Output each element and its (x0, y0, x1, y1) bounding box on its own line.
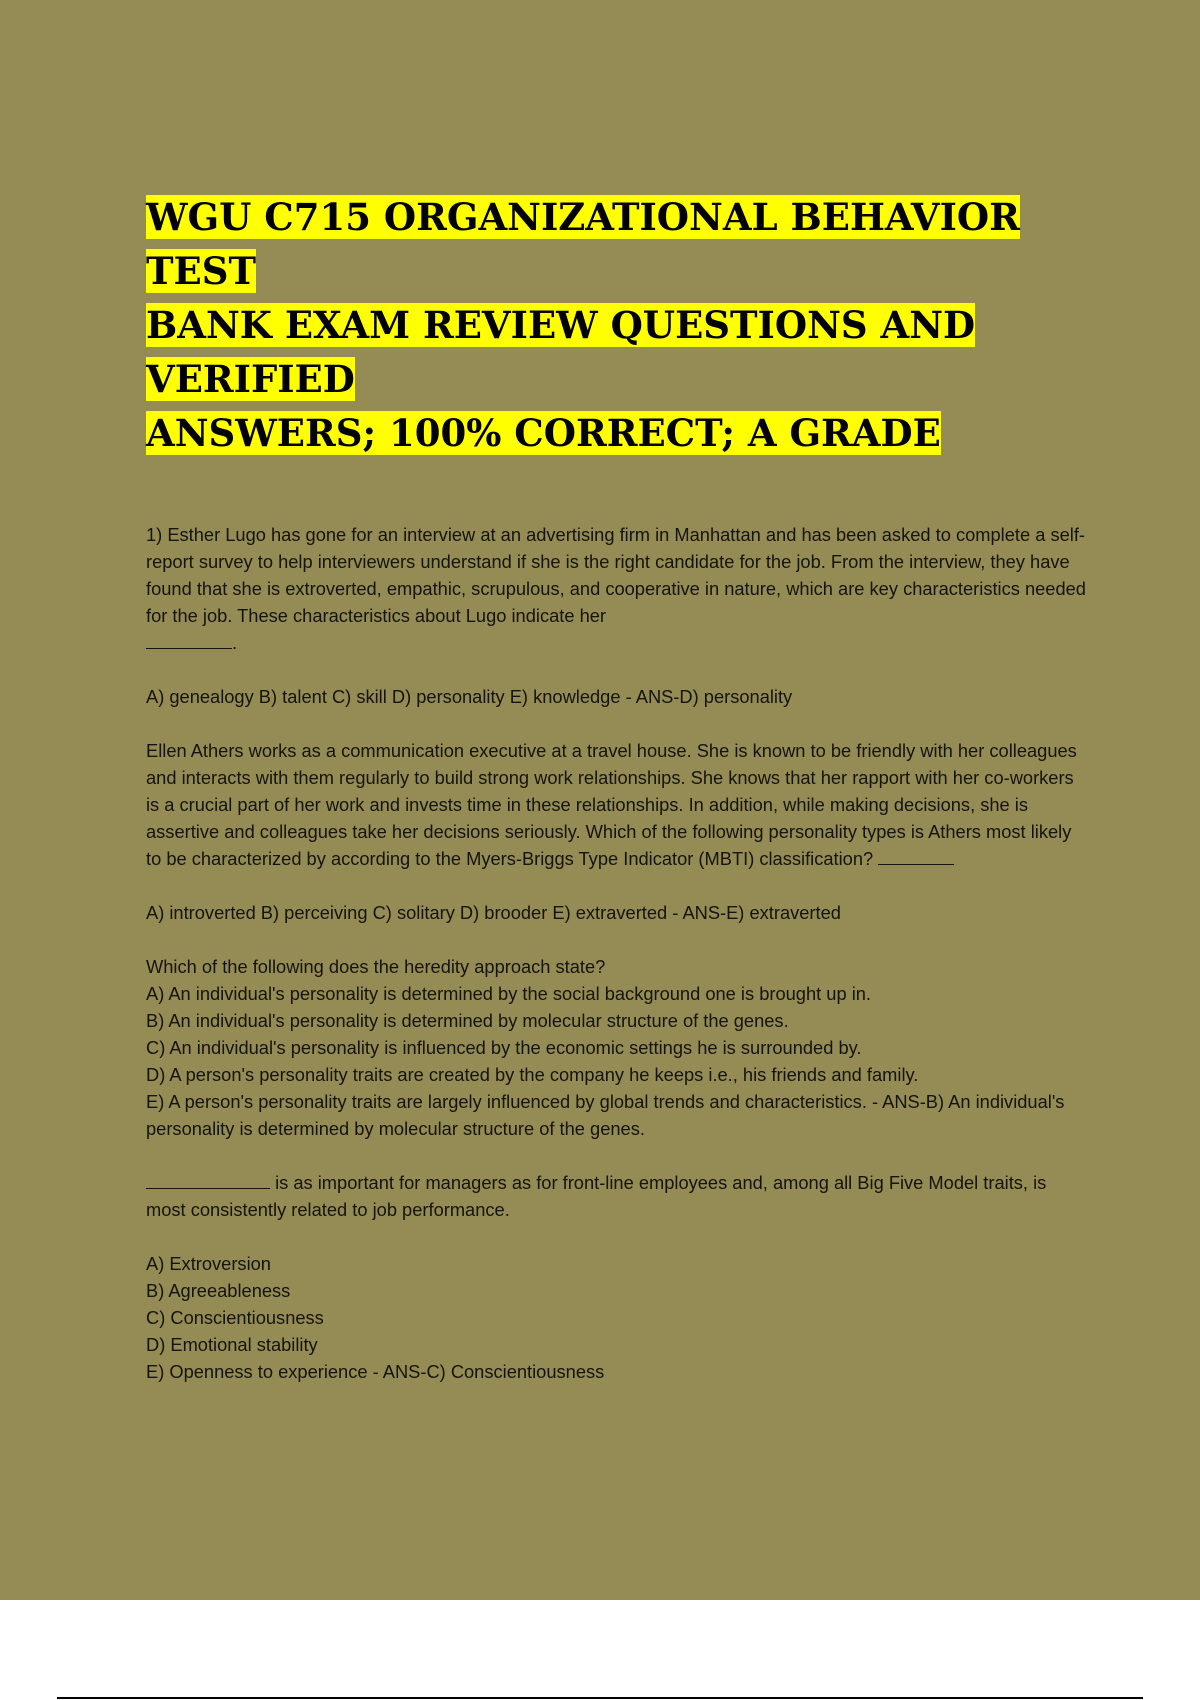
question-4-option-d: D) Emotional stability (146, 1334, 318, 1355)
question-3-block (146, 953, 1086, 1142)
question-4-option-a: A) Extroversion (146, 1253, 271, 1274)
question-list (146, 521, 1086, 1412)
question-1-options-answer: A) genealogy B) talent C) skill D) personality E) knowledge - ANS-D) personality (146, 686, 793, 707)
question-4-option-b: B) Agreeableness (146, 1280, 291, 1301)
question-3-option-d: D) A person's personality traits are created by the company he keeps i.e., his friends and family. (146, 1064, 919, 1085)
question-1-stem (146, 521, 1086, 656)
question-2-options-answer: A) introverted B) perceiving C) solitary D) brooder E) extraverted - ANS-E) extraverted (146, 902, 841, 923)
footer-divider (57, 1697, 1143, 1699)
question-3-option-b: B) An individual's personality is determined by molecular structure of the genes. (146, 1010, 789, 1031)
answer-blank (146, 1170, 270, 1189)
question-4-options (146, 1250, 1086, 1385)
question-3-option-c: C) An individual's personality is influenced by the economic settings he is surrounded by. (146, 1037, 862, 1058)
question-1-stem-text: 1) Esther Lugo has gone for an interview at an advertising firm in Manhattan and has been asked to complete a self-report survey to help interviewers understand if she is the right candidate for the job. From the interview, they have found that she is extroverted, empathic, scrupulous, and cooperative in nature, which are key characteristics needed for the job. These characteristics about Lugo indicate her (146, 524, 1086, 626)
question-4-option-e-answer: E) Openness to experience - ANS-C) Conscientiousness (146, 1361, 605, 1382)
question-3-option-a: A) An individual's personality is determined by the social background one is brought up in. (146, 983, 872, 1004)
question-3-option-e-answer: E) A person's personality traits are largely influenced by global trends and characteristics. - ANS-B) An individual's personality is determined by molecular structure of the genes. (146, 1091, 1065, 1139)
question-3-stem: Which of the following does the heredity approach state? (146, 956, 606, 977)
answer-blank (878, 846, 954, 865)
answer-blank (146, 630, 232, 649)
question-1-stem-end: . (232, 632, 238, 653)
question-4-option-c: C) Conscientiousness (146, 1307, 324, 1328)
question-4-stem (146, 1169, 1086, 1223)
question-2-stem (146, 737, 1086, 872)
question-4-stem-text: is as important for managers as for front-line employees and, among all Big Five Model traits, is most consistently related to job performance. (146, 1172, 1047, 1220)
question-2-stem-text: Ellen Athers works as a communication executive at a travel house. She is known to be friendly with her colleagues and interacts with them regularly to build strong work relationships. She knows that her rapport with her co-workers is a crucial part of her work and invests time in these relationships. In addition, while making decisions, she is assertive and colleagues take her decisions seriously. Which of the following personality types is Athers most likely to be characterized by according to the Myers-Briggs Type Indicator (MBTI) classification? (146, 740, 1077, 869)
title-line-1: WGU C715 ORGANIZATIONAL BEHAVIOR TEST (146, 195, 1020, 293)
title-line-3: ANSWERS; 100% CORRECT; A GRADE (146, 411, 941, 455)
title-line-2: BANK EXAM REVIEW QUESTIONS AND VERIFIED (146, 303, 976, 401)
document-title (146, 190, 1076, 460)
